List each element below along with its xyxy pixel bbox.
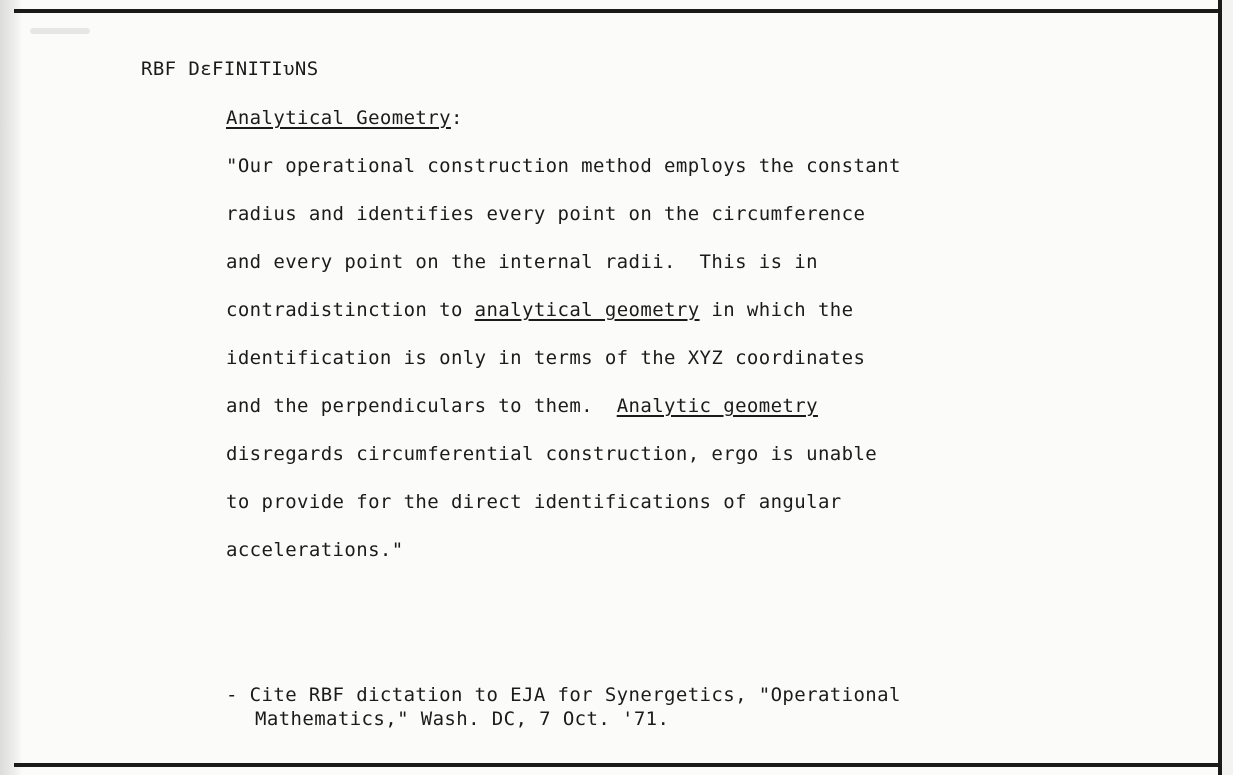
quote-line	[226, 395, 818, 417]
page-left-edge	[0, 0, 22, 775]
underlined-term: analytical geometry	[474, 299, 700, 321]
subheading-text: Analytical Geometry	[226, 107, 451, 129]
top-border-rule	[14, 9, 1222, 13]
quote-line	[226, 347, 865, 369]
quote-line	[226, 299, 854, 321]
quote-text: and the perpendiculars to them.	[226, 395, 617, 417]
quote-text: "Our operational construction method employs the constant	[226, 155, 901, 177]
bottom-border-rule	[14, 763, 1222, 767]
quote-text: radius and identifies every point on the circumference	[226, 203, 866, 225]
quote-text: and every point on the internal radii. This is in	[226, 251, 818, 273]
document-heading: RBF DεFINITIυNS	[141, 58, 319, 80]
subheading-colon: :	[450, 107, 463, 129]
citation-line-1: - Cite RBF dictation to EJA for Synergetics, "Operational	[226, 684, 901, 706]
citation-line-2: Mathematics," Wash. DC, 7 Oct. '71.	[255, 708, 670, 730]
quote-text: identification is only in terms of the XYZ coordinates	[226, 347, 866, 369]
quote-line	[226, 203, 865, 225]
section-subheading	[226, 107, 463, 129]
quote-text: in which the	[699, 299, 854, 321]
quote-line	[226, 491, 842, 513]
quote-line	[226, 443, 877, 465]
page-right-margin	[1222, 0, 1233, 775]
quote-line	[226, 155, 901, 177]
quote-line	[226, 539, 404, 561]
underlined-term: Analytic geometry	[616, 395, 818, 417]
quote-line	[226, 251, 818, 273]
quote-text: contradistinction to	[226, 299, 475, 321]
quote-text: to provide for the direct identifications of angular	[226, 491, 842, 513]
quote-text: accelerations."	[226, 539, 404, 561]
quote-text: disregards circumferential construction, ergo is unable	[226, 443, 878, 465]
paper-smudge	[30, 28, 90, 34]
